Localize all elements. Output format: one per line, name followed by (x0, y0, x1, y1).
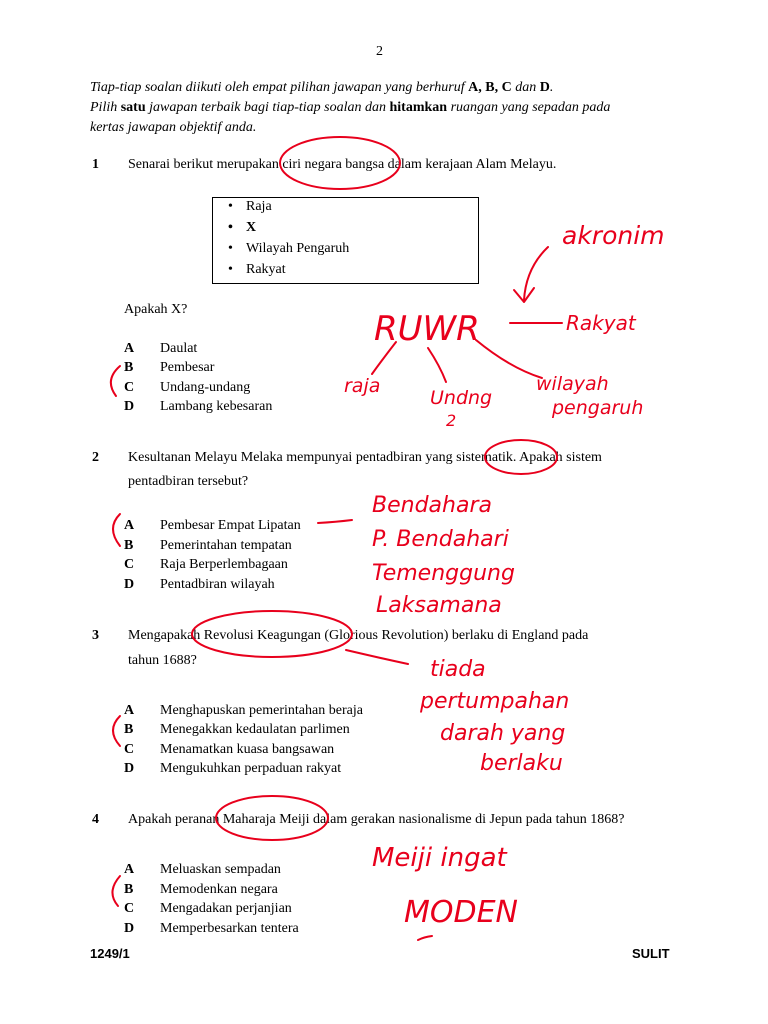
list-item: • X (246, 220, 256, 236)
option-letter: C (124, 901, 135, 916)
handwritten-note: Bendahara (372, 493, 492, 518)
annotation-arrowhead (514, 288, 534, 302)
question-text: tahun 1688? (128, 653, 197, 668)
sub-question: Apakah X? (124, 302, 188, 317)
option-letter: B (124, 360, 134, 375)
handwritten-note: Undng (430, 387, 493, 409)
option-text: Pentadbiran wilayah (160, 577, 275, 592)
option-letter: C (124, 557, 135, 572)
answer-mark (113, 514, 120, 546)
handwritten-note: Rakyat (566, 311, 636, 335)
question-text: Senarai berikut merupakan ciri negara bangsa dalam kerajaan Alam Melayu. (128, 157, 557, 172)
instruction-letters: A, B, C (468, 80, 512, 95)
list-item: • Wilayah Pengaruh (246, 241, 349, 257)
instruction-line-2 (90, 98, 610, 118)
question-number: 1 (92, 157, 99, 172)
handwritten-note: MODEN (404, 895, 518, 930)
question-text: Apakah peranan Maharaja Meiji dalam gerakan nasionalisme di Jepun pada tahun 1868? (128, 812, 625, 827)
handwritten-note: akronim (562, 221, 665, 250)
option-letter: B (124, 538, 134, 553)
option-text: Menamatkan kuasa bangsawan (160, 742, 335, 757)
answer-mark (112, 876, 120, 906)
question-number: 4 (92, 812, 99, 827)
annotation-arrow (524, 247, 548, 300)
instruction-bold-hitamkan: hitamkan (389, 100, 448, 115)
instruction-text: jawapan terbaik bagi tiap-tiap soalan dan (145, 100, 390, 115)
option-text: Memperbesarkan tentera (160, 921, 299, 936)
answer-mark (113, 716, 120, 746)
question-text: Kesultanan Melayu Melaka mempunyai pentadbiran yang sistematik. Apakah sistem (128, 450, 602, 465)
option-letter: D (124, 577, 135, 592)
annotation-line (318, 520, 352, 523)
handwritten-note: raja (344, 375, 381, 397)
option-text: Mengukuhkan perpaduan rakyat (160, 761, 342, 776)
option-letter: D (124, 761, 135, 776)
annotation-line (346, 650, 408, 664)
handwritten-note: pengaruh (552, 397, 644, 419)
instruction-text: . (549, 80, 554, 95)
option-text: Raja Berperlembagaan (160, 557, 288, 572)
option-text: Lambang kebesaran (160, 399, 273, 414)
option-text: Menghapuskan pemerintahan beraja (160, 703, 363, 718)
instruction-text: ruangan yang sepadan pada (447, 100, 611, 115)
handwritten-note: wilayah (536, 373, 609, 395)
handwritten-note: tiada (430, 657, 486, 682)
option-text: Pembesar Empat Lipatan (160, 518, 301, 533)
handwritten-note: RUWR (374, 309, 480, 349)
handwritten-note: darah yang (440, 721, 566, 746)
instruction-letter-d: D (539, 80, 550, 95)
option-letter: D (124, 399, 135, 414)
option-letter: A (124, 703, 135, 718)
option-text: Undang-undang (160, 380, 251, 395)
question-number: 3 (92, 628, 99, 643)
handwritten-note: Laksamana (376, 593, 502, 618)
question-text: pentadbiran tersebut? (128, 474, 249, 489)
option-text: Memodenkan negara (160, 882, 278, 897)
list-item: • Rakyat (246, 262, 286, 278)
option-text: Menegakkan kedaulatan parlimen (160, 722, 350, 737)
list-item: • Raja (246, 199, 272, 215)
handwritten-note: 2 (446, 411, 457, 430)
handwritten-note: berlaku (480, 751, 563, 776)
handwritten-note: pertumpahan (420, 689, 570, 714)
footer-code: 1249/1 (90, 946, 130, 961)
option-text: Daulat (160, 341, 198, 356)
answer-mark (111, 366, 120, 396)
annotation-line (476, 340, 542, 378)
handwritten-note: Temenggung (372, 561, 515, 586)
question-number: 2 (92, 450, 99, 465)
option-letter: C (124, 742, 135, 757)
option-text: Pemerintahan tempatan (160, 538, 292, 553)
instruction-text: Pilih (90, 100, 121, 115)
option-letter: A (124, 341, 135, 356)
option-letter: B (124, 882, 134, 897)
annotation-line (428, 348, 446, 382)
option-letter: A (124, 862, 135, 877)
annotation-line (372, 342, 396, 374)
question-text: Mengapakah Revolusi Keagungan (Glorious Revolution) berlaku di England pada (128, 628, 589, 643)
option-text: Pembesar (160, 360, 215, 375)
option-text: Meluaskan sempadan (160, 862, 281, 877)
instruction-text: dan (511, 80, 540, 95)
option-letter: C (124, 380, 135, 395)
instruction-line-1 (90, 78, 553, 98)
option-text: Mengadakan perjanjian (160, 901, 292, 916)
footer-label: SULIT (632, 946, 670, 961)
annotation-line (418, 936, 432, 940)
option-letter: B (124, 722, 134, 737)
instruction-text: Tiap-tiap soalan diikuti oleh empat pilihan jawapan yang berhuruf (90, 80, 469, 95)
option-letter: D (124, 921, 135, 936)
instruction-line-3: kertas jawapan objektif anda. (90, 120, 257, 135)
handwritten-note: P. Bendahari (372, 527, 509, 552)
handwritten-note: Meiji ingat (372, 843, 507, 873)
page-number: 2 (376, 44, 383, 59)
instruction-bold-satu: satu (120, 100, 146, 115)
option-letter: A (124, 518, 135, 533)
